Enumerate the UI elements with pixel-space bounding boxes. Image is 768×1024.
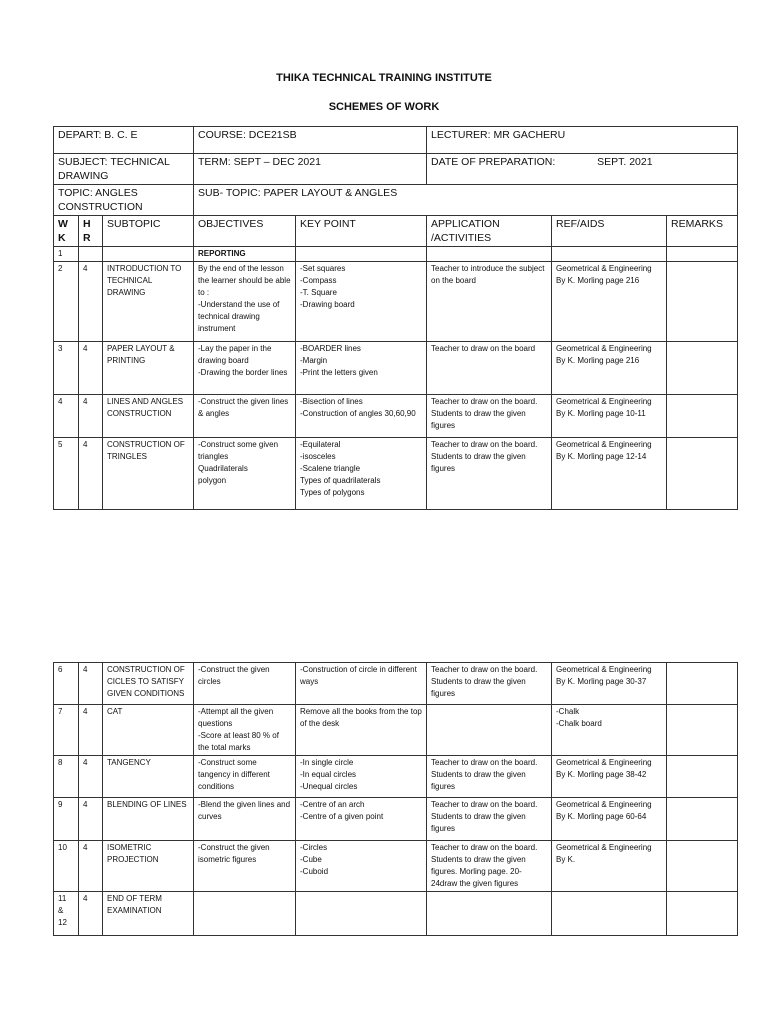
cell-application: Teacher to draw on the board. Students to draw the given figures <box>427 756 552 798</box>
table-row <box>54 438 738 510</box>
cell-ref: Geometrical & Engineering By K. Morling page 216 <box>552 262 667 342</box>
date-of-preparation-cell <box>427 154 738 185</box>
table-row <box>54 663 738 705</box>
table-row <box>54 756 738 798</box>
cell-keypoint: -Centre of an arch -Centre of a given point <box>296 798 427 841</box>
cell-keypoint: -BOARDER lines -Margin -Print the letters given <box>296 342 427 395</box>
cell-remarks <box>667 798 738 841</box>
cell-keypoint: -Set squares -Compass -T. Square -Drawing board <box>296 262 427 342</box>
cell-objectives: -Blend the given lines and curves <box>194 798 296 841</box>
cell-keypoint: -Equilateral -isosceles -Scalene triangle Types of quadrilaterals Types of polygons <box>296 438 427 510</box>
cell-application: Teacher to draw on the board <box>427 342 552 395</box>
cell-subtopic: CONSTRUCTION OF TRINGLES <box>103 438 194 510</box>
cell-hr: 4 <box>79 395 103 438</box>
term-cell: TERM: SEPT – DEC 2021 <box>194 154 427 185</box>
col-keypoint: KEY POINT <box>296 216 427 247</box>
subtopic-header-cell: SUB- TOPIC: PAPER LAYOUT & ANGLES <box>194 185 738 216</box>
cell-wk: 11 & 12 <box>54 892 79 936</box>
cell-hr <box>79 247 103 262</box>
col-objectives: OBJECTIVES <box>194 216 296 247</box>
cell-subtopic: TANGENCY <box>103 756 194 798</box>
cell-wk: 6 <box>54 663 79 705</box>
cell-keypoint <box>296 892 427 936</box>
cell-objectives: -Construct some given triangles Quadrilaterals polygon <box>194 438 296 510</box>
cell-hr: 4 <box>79 705 103 756</box>
cell-remarks <box>667 841 738 892</box>
cell-subtopic: CONSTRUCTION OF CICLES TO SATISFY GIVEN CONDITIONS <box>103 663 194 705</box>
cell-remarks <box>667 262 738 342</box>
cell-keypoint: -Construction of circle in different ways <box>296 663 427 705</box>
cell-wk: 10 <box>54 841 79 892</box>
col-subtopic: SUBTOPIC <box>103 216 194 247</box>
cell-wk: 4 <box>54 395 79 438</box>
table-row <box>54 892 738 936</box>
cell-remarks <box>667 892 738 936</box>
cell-application <box>427 247 552 262</box>
cell-wk: 9 <box>54 798 79 841</box>
cell-objectives: By the end of the lesson the learner should be able to : -Understand the use of technical drawing instrument <box>194 262 296 342</box>
cell-objectives: -Construct some tangency in different conditions <box>194 756 296 798</box>
cell-hr: 4 <box>79 892 103 936</box>
cell-ref: Geometrical & Engineering By K. <box>552 841 667 892</box>
cell-wk: 3 <box>54 342 79 395</box>
cell-subtopic: END OF TERM EXAMINATION <box>103 892 194 936</box>
cell-objectives: -Lay the paper in the drawing board -Drawing the border lines <box>194 342 296 395</box>
col-hr: H R <box>79 216 103 247</box>
cell-objectives: -Attempt all the given questions -Score at least 80 % of the total marks <box>194 705 296 756</box>
cell-wk: 2 <box>54 262 79 342</box>
cell-hr: 4 <box>79 342 103 395</box>
col-wk: W K <box>54 216 79 247</box>
cell-hr: 4 <box>79 663 103 705</box>
document-title: SCHEMES OF WORK <box>328 101 440 113</box>
col-refaids: REF/AIDS <box>552 216 667 247</box>
cell-ref: Geometrical & Engineering By K. Morling page 12-14 <box>552 438 667 510</box>
cell-subtopic: ISOMETRIC PROJECTION <box>103 841 194 892</box>
cell-application: Teacher to draw on the board. Students to draw the given figures <box>427 395 552 438</box>
col-application: APPLICATION /ACTIVITIES <box>427 216 552 247</box>
col-remarks: REMARKS <box>667 216 738 247</box>
cell-remarks <box>667 247 738 262</box>
cell-ref: Geometrical & Engineering By K. Morling page 10-11 <box>552 395 667 438</box>
date-value: SEPT. 2021 <box>597 156 653 168</box>
cell-wk: 8 <box>54 756 79 798</box>
cell-hr: 4 <box>79 798 103 841</box>
cell-hr: 4 <box>79 841 103 892</box>
cell-ref: Geometrical & Engineering By K. Morling page 216 <box>552 342 667 395</box>
depart-cell: DEPART: B. C. E <box>54 127 194 154</box>
cell-subtopic: LINES AND ANGLES CONSTRUCTION <box>103 395 194 438</box>
table-row <box>54 262 738 342</box>
cell-keypoint: -Circles -Cube -Cuboid <box>296 841 427 892</box>
cell-application: Teacher to draw on the board. Students to draw the given figures <box>427 663 552 705</box>
table-row <box>54 841 738 892</box>
cell-wk: 5 <box>54 438 79 510</box>
cell-subtopic: INTRODUCTION TO TECHNICAL DRAWING <box>103 262 194 342</box>
scheme-table-page1 <box>53 126 738 510</box>
cell-hr: 4 <box>79 438 103 510</box>
date-label: DATE OF PREPARATION: <box>431 156 556 168</box>
cell-application: Teacher to draw on the board. Students to draw the given figures <box>427 798 552 841</box>
scheme-table-page2 <box>53 662 738 936</box>
cell-application: Teacher to introduce the subject on the board <box>427 262 552 342</box>
cell-objectives: REPORTING <box>194 247 296 262</box>
table-row <box>54 247 738 262</box>
cell-keypoint: -Bisection of lines -Construction of angles 30,60,90 <box>296 395 427 438</box>
cell-ref: Geometrical & Engineering By K. Morling page 30-37 <box>552 663 667 705</box>
table-row <box>54 395 738 438</box>
cell-ref <box>552 247 667 262</box>
cell-ref: Geometrical & Engineering By K. Morling page 38-42 <box>552 756 667 798</box>
cell-remarks <box>667 705 738 756</box>
cell-remarks <box>667 438 738 510</box>
cell-keypoint <box>296 247 427 262</box>
cell-ref: -Chalk -Chalk board <box>552 705 667 756</box>
cell-subtopic: CAT <box>103 705 194 756</box>
cell-ref <box>552 892 667 936</box>
cell-application: Teacher to draw on the board. Students to draw the given figures. Morling page. 20-24draw the given figures <box>427 841 552 892</box>
cell-remarks <box>667 663 738 705</box>
cell-subtopic: BLENDING OF LINES <box>103 798 194 841</box>
cell-application <box>427 892 552 936</box>
institute-title: THIKA TECHNICAL TRAINING INSTITUTE <box>276 72 492 84</box>
cell-remarks <box>667 756 738 798</box>
cell-application <box>427 705 552 756</box>
cell-objectives: -Construct the given circles <box>194 663 296 705</box>
cell-objectives <box>194 892 296 936</box>
table-row <box>54 342 738 395</box>
cell-wk: 1 <box>54 247 79 262</box>
subject-cell: SUBJECT: TECHNICAL DRAWING <box>54 154 194 185</box>
cell-application: Teacher to draw on the board. Students to draw the given figures <box>427 438 552 510</box>
topic-cell: TOPIC: ANGLES CONSTRUCTION <box>54 185 194 216</box>
cell-subtopic <box>103 247 194 262</box>
cell-objectives: -Construct the given lines & angles <box>194 395 296 438</box>
table-row <box>54 798 738 841</box>
cell-hr: 4 <box>79 756 103 798</box>
cell-remarks <box>667 395 738 438</box>
cell-keypoint: Remove all the books from the top of the desk <box>296 705 427 756</box>
cell-ref: Geometrical & Engineering By K. Morling page 60-64 <box>552 798 667 841</box>
course-cell: COURSE: DCE21SB <box>194 127 427 154</box>
cell-remarks <box>667 342 738 395</box>
table-row <box>54 705 738 756</box>
cell-wk: 7 <box>54 705 79 756</box>
cell-keypoint: -In single circle -In equal circles -Unequal circles <box>296 756 427 798</box>
cell-objectives: -Construct the given isometric figures <box>194 841 296 892</box>
lecturer-cell: LECTURER: MR GACHERU <box>427 127 738 154</box>
cell-hr: 4 <box>79 262 103 342</box>
cell-subtopic: PAPER LAYOUT & PRINTING <box>103 342 194 395</box>
